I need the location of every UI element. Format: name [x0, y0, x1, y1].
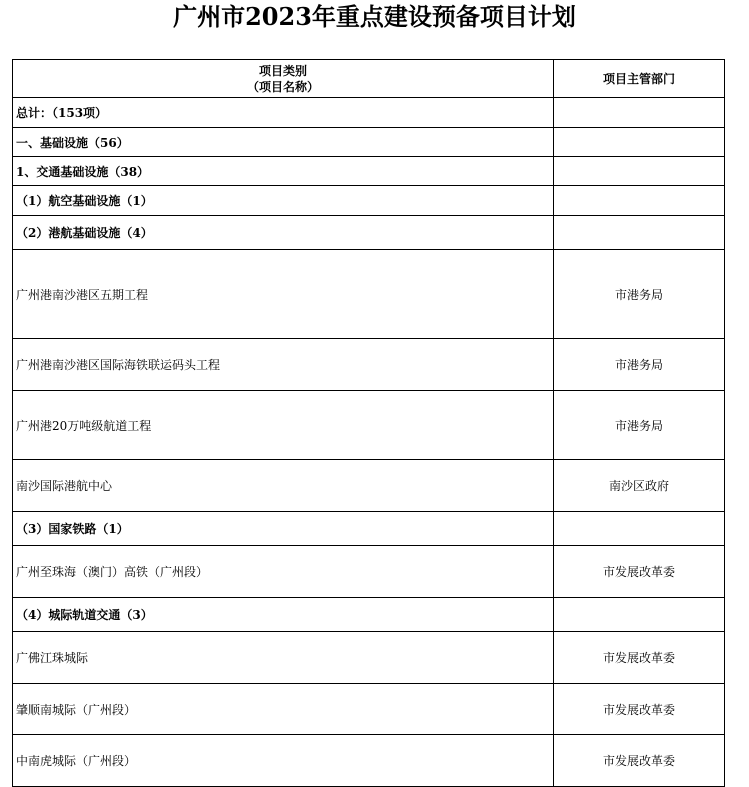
table-row [13, 250, 725, 339]
row-name: 广州港南沙港区国际海铁联运码头工程 [13, 339, 554, 391]
row-dept [554, 98, 725, 128]
table-row [13, 339, 725, 391]
row-dept [554, 128, 725, 157]
table-row [13, 460, 725, 512]
row-dept: 市港务局 [554, 250, 725, 339]
row-dept: 南沙区政府 [554, 460, 725, 512]
row-name: 南沙国际港航中心 [13, 460, 554, 512]
table-row [13, 684, 725, 735]
row-dept: 市发展改革委 [554, 632, 725, 684]
table-row [13, 598, 725, 632]
table-header-row [13, 60, 725, 98]
row-dept: 市港务局 [554, 339, 725, 391]
row-name: （3）国家铁路（1） [13, 512, 554, 546]
row-name: 广州至珠海（澳门）高铁（广州段） [13, 546, 554, 598]
row-name: 广州港20万吨级航道工程 [13, 391, 554, 460]
row-dept [554, 512, 725, 546]
table-row [13, 157, 725, 186]
row-name: 中南虎城际（广州段） [13, 735, 554, 787]
row-name: 总计：（153项） [13, 98, 554, 128]
row-name: （4）城际轨道交通（3） [13, 598, 554, 632]
row-name: 肇顺南城际（广州段） [13, 684, 554, 735]
row-name: 一、基础设施（56） [13, 128, 554, 157]
table-row [13, 186, 725, 216]
row-dept [554, 598, 725, 632]
row-name: 广佛江珠城际 [13, 632, 554, 684]
row-dept [554, 216, 725, 250]
row-dept: 市发展改革委 [554, 546, 725, 598]
row-name: 广州港南沙港区五期工程 [13, 250, 554, 339]
header-category-label: 项目类别 [258, 63, 307, 78]
row-dept: 市发展改革委 [554, 735, 725, 787]
row-dept: 市发展改革委 [554, 684, 725, 735]
table-row [13, 98, 725, 128]
table-row [13, 632, 725, 684]
table-row [13, 546, 725, 598]
header-project-name-label: （项目名称） [246, 79, 319, 94]
table-row [13, 735, 725, 787]
page-title: 广州市2023年重点建设预备项目计划 [173, 2, 576, 31]
row-dept [554, 157, 725, 186]
table-row [13, 391, 725, 460]
row-name: （2）港航基础设施（4） [13, 216, 554, 250]
table-row [13, 216, 725, 250]
row-name: （1）航空基础设施（1） [13, 186, 554, 216]
row-name: 1、交通基础设施（38） [13, 157, 554, 186]
project-table [12, 59, 725, 787]
table-row [13, 128, 725, 157]
row-dept [554, 186, 725, 216]
table-row [13, 512, 725, 546]
header-department: 项目主管部门 [554, 60, 725, 98]
row-dept: 市港务局 [554, 391, 725, 460]
header-project-category [13, 60, 554, 98]
